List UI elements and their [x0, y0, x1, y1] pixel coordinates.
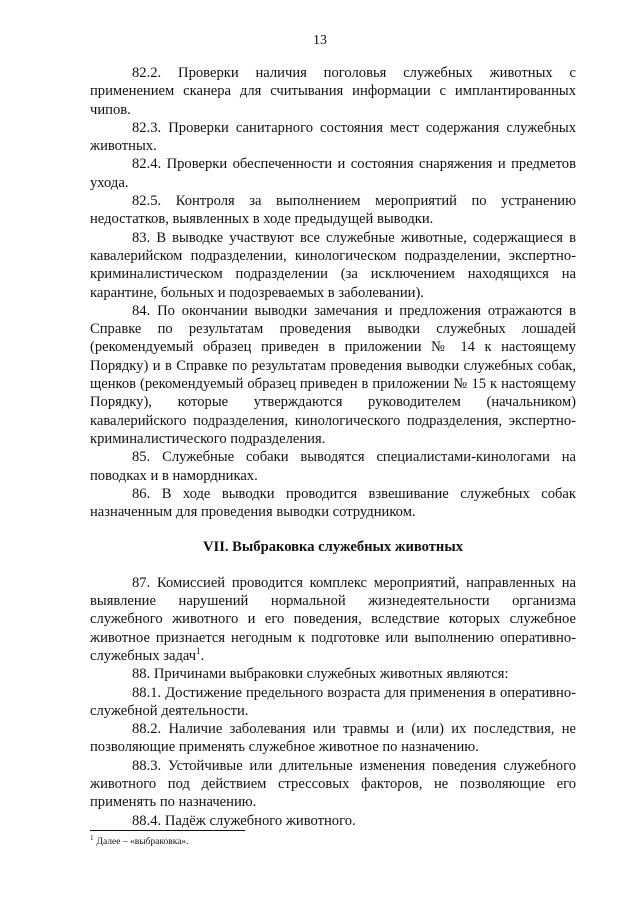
paragraph-88-4: 88.4. Падёж служебного животного. — [132, 812, 356, 829]
footnote — [90, 833, 189, 848]
paragraph-82-4: 82.4. Проверки обеспеченности и состояния снаряжения и предметов ухода. — [90, 156, 576, 191]
document-body — [90, 64, 576, 830]
paragraph-87-text: 87. Комиссией проводится комплекс мероприятий, направленных на выявление нарушений нормальной жизнедеятельности организма служебного животного и его поведения, вследствие которых служебное животное признается негодным к подготовке или выполнению оперативно-служебных задач — [90, 574, 576, 664]
paragraph-87 — [90, 574, 576, 665]
paragraph-83: 83. В выводке участвуют все служебные животные, содержащиеся в кавалерийском подразделении, кинологическом подразделении, экспертно-криминалистическом подразделении (за исключением находящихся на карантине, больных и подозреваемых в заболевании). — [90, 229, 576, 301]
footnote-reference[interactable]: 1 — [196, 646, 201, 657]
paragraph-82-3: 82.3. Проверки санитарного состояния мест содержания служебных животных. — [90, 119, 576, 155]
paragraph-85: 85. Служебные собаки выводятся специалистами-кинологами на поводках и в намордниках. — [90, 449, 576, 484]
paragraph-88: 88. Причинами выбраковки служебных животных являются: — [132, 666, 509, 683]
paragraph-88-1: 88.1. Достижение предельного возраста для применения в оперативно-служебной деятельности. — [90, 684, 576, 719]
paragraph-82-5: 82.5. Контроля за выполнением мероприятий по устранению недостатков, выявленных в ходе предыдущей выводки. — [90, 193, 576, 228]
footnote-mark: 1 — [90, 833, 94, 842]
paragraph-86: 86. В ходе выводки проводится взвешивание служебных собак назначенным для проведения выводки сотрудником. — [90, 485, 576, 521]
section-heading: VII. Выбраковка служебных животных — [202, 539, 464, 556]
paragraph-82-2: 82.2. Проверки наличия поголовья служебных животных с применением сканера для считывания информации с имплантированных чипов. — [90, 65, 576, 118]
page-number: 13 — [313, 33, 327, 48]
paragraph-84: 84. По окончании выводки замечания и предложения отражаются в Справке по результатам проведения выводки служебных лошадей (рекомендуемый образец приведен в приложении № 14 к настоящему Порядку) и в Справке по результатам проведения выводки служебных собак, щенков (рекомендуемый образец приведен в приложении № 15 к настоящему Порядку), которые утверждаются руководителем (начальником) кавалерийского подразделения, кинологического подразделения, экспертно-криминалистического подразделения. — [90, 302, 576, 447]
paragraph-87-end: . — [200, 647, 205, 664]
paragraph-88-2: 88.2. Наличие заболевания или травмы и (или) их последствия, не позволяющие применять служебное животное по назначению. — [90, 721, 576, 756]
paragraph-88-3: 88.3. Устойчивые или длительные изменения поведения служебного животного под действием стрессовых факторов, не позволяющие его применять по назначению. — [90, 757, 576, 811]
footnote-divider — [90, 830, 245, 831]
footnote-text: Далее – «выбраковка». — [96, 837, 189, 847]
